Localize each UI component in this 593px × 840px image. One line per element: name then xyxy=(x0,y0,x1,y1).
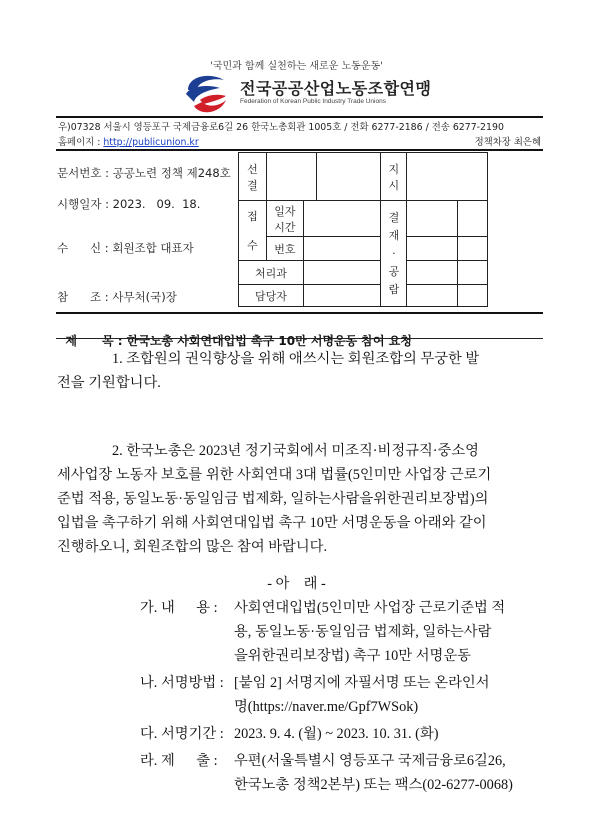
reference: 참 조 : 사무처(국)장 xyxy=(57,290,177,304)
gyeoljae-sign-4 xyxy=(407,285,488,307)
ji-si-sign-cell xyxy=(407,153,488,201)
item-ga-line3: 을위한권리보장법) 촉구 10만 서명운동 xyxy=(234,648,471,664)
para2-line3: 준법 적용, 동일노동·동일임금 법제화, 일하는사람을위한권리보장법)의 xyxy=(57,491,489,507)
para2-line1: 2. 한국노총은 2023년 정기국회에서 미조직·비정규직·중소영 xyxy=(112,443,479,459)
ilja-sigan-label: 일자 시간 xyxy=(266,201,303,237)
item-na-line2: 명(https://naver.me/Gpf7WSok) xyxy=(234,699,419,715)
seon-gyeol-cell: 선 결 xyxy=(239,153,267,201)
homepage-link[interactable]: http://publicunion.kr xyxy=(103,137,199,148)
gyeoljae-gongram-cell: 결 재 · 공 람 xyxy=(381,201,407,307)
receipt-table xyxy=(238,200,488,307)
gyeoljae-sign-2 xyxy=(407,237,488,261)
para2-line5: 진행하오니, 회원조합의 많은 참여 바랍니다. xyxy=(57,539,328,555)
item-da-line1: 2023. 9. 4. (월) ~ 2023. 10. 31. (화) xyxy=(234,726,439,742)
union-logo-icon xyxy=(180,72,232,116)
para2-line2: 세사업장 노동자 보호를 위한 사회연대 3대 법률(5인미만 사업장 근로기 xyxy=(57,467,492,483)
gyeol-sign-cell xyxy=(266,153,380,201)
union-logo xyxy=(180,72,232,116)
para2-line4: 입법을 촉구하기 위해 사회연대입법 촉구 10만 서명운동을 아래와 같이 xyxy=(57,515,487,531)
header-top-rule xyxy=(56,116,543,118)
slogan: '국민과 함께 실천하는 새로운 노동운동' xyxy=(210,61,383,72)
damdangja-value xyxy=(303,285,381,307)
beonho-value xyxy=(303,237,381,261)
gyeoljae-sign-1 xyxy=(407,201,488,237)
homepage-label: 홈페이지 : xyxy=(58,137,104,148)
cheorigwa-value xyxy=(303,261,381,285)
para1-line2: 전을 기원합니다. xyxy=(57,375,161,391)
subject-label: 제 목 : xyxy=(65,334,127,348)
ilja-sigan-value xyxy=(303,201,381,237)
enforce-date: 시행일자 : 2023. 09. 18. xyxy=(57,197,201,211)
header-bottom-rule xyxy=(56,149,543,151)
subject-text: 한국노총 사회연대입법 촉구 10만 서명운동 참여 요청 xyxy=(126,334,412,348)
cheorigwa-label: 처리과 xyxy=(239,261,304,285)
recipient: 수 신 : 회원조합 대표자 xyxy=(57,241,194,255)
item-ga-line2: 용, 동일노동·동일임금 법제화, 일하는사람 xyxy=(234,624,492,640)
item-na-label: 나. 서명방법 : xyxy=(140,675,228,691)
item-ga-label: 가. 내 용 : xyxy=(140,600,222,616)
below-heading: - 아 래 - xyxy=(267,576,326,592)
beonho-label: 번호 xyxy=(266,237,303,261)
para1-line1: 1. 조합원의 권익향상을 위해 애쓰시는 회원조합의 무궁한 발 xyxy=(112,351,480,367)
item-ra-label: 라. 제 출 : xyxy=(140,753,222,769)
org-name-ko: 전국공공산업노동조합연맹 xyxy=(240,79,432,98)
gyeoljae-sign-3 xyxy=(407,261,488,285)
doc-number: 문서번호 : 공공노련 정책 제248호 xyxy=(57,166,231,180)
item-ra-line2: 한국노총 정책2본부) 또는 팩스(02-6277-0068) xyxy=(234,777,513,793)
address: 우)07328 서울시 영등포구 국제금융로6길 26 한국노총회관 1005호 / 전화 6277-2186 / 전송 6277-2190 xyxy=(58,122,504,133)
item-ra-line1: 우편(서울특별시 영등포구 국제금융로6길26, xyxy=(234,753,506,769)
subject-line xyxy=(57,318,412,349)
ji-si-cell: 지 시 xyxy=(381,153,407,201)
approval-table xyxy=(238,152,488,201)
item-da-label: 다. 서명기간 : xyxy=(140,726,228,742)
subject-top-rule xyxy=(56,312,543,314)
subject-bottom-rule xyxy=(56,338,543,339)
damdangja-label: 담당자 xyxy=(239,285,304,307)
homepage xyxy=(58,134,199,148)
org-name-en: Federation of Korean Public Industry Trade Unions xyxy=(240,98,386,105)
manager: 정책차장 최은혜 xyxy=(474,137,541,148)
item-ga-line1: 사회연대입법(5인미만 사업장 근로기준법 적 xyxy=(234,600,506,616)
jeopsu-cell: 접 수 xyxy=(239,201,267,261)
item-na-line1: [붙임 2] 서명지에 자필서명 또는 온라인서 xyxy=(234,675,490,691)
